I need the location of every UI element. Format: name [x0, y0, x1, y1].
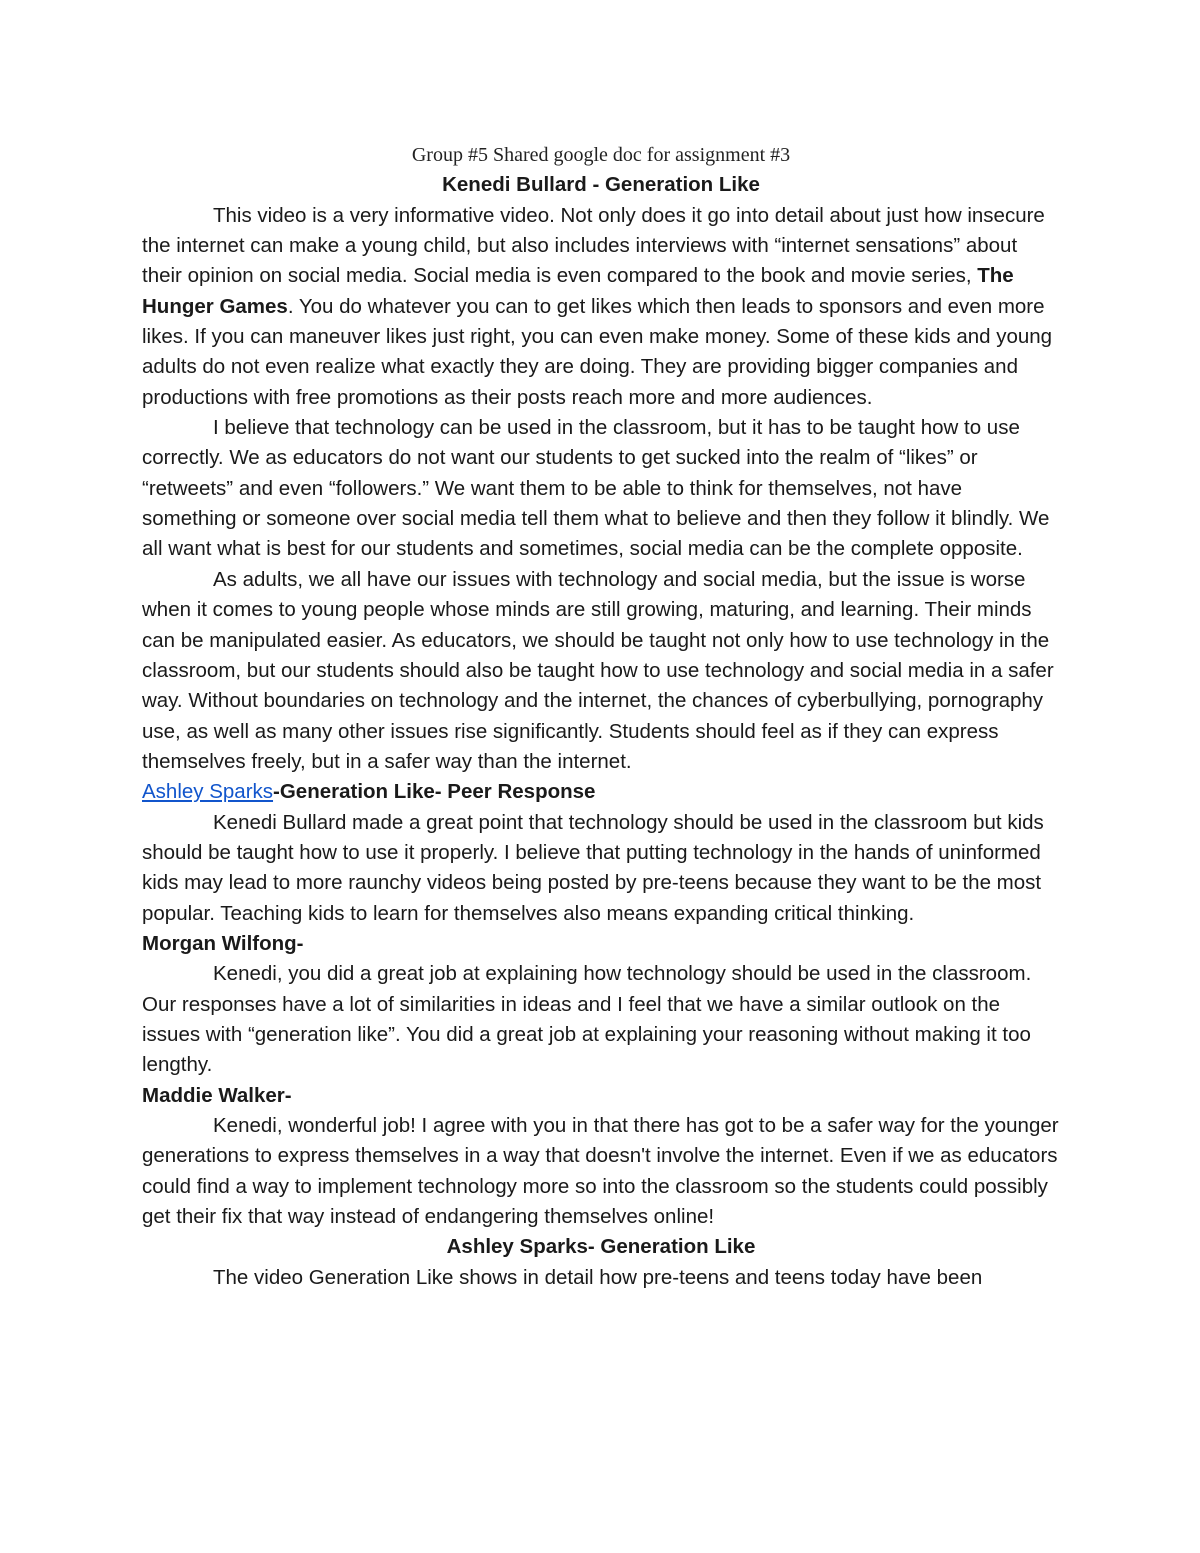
- kenedi-p1-text-a: This video is a very informative video. Not only does it go into detail about just how insecure the internet can make a young child, but also includes interviews with “internet sensations” about their opinion on social media. Social media is even compared to the book and movie series,: [142, 203, 1045, 288]
- book-title: The Hunger Games: [142, 264, 1014, 318]
- kenedi-paragraph-1: [142, 201, 1060, 413]
- document-title: Group #5 Shared google doc for assignment #3: [411, 144, 791, 166]
- kenedi-paragraph-2: I believe that technology can be used in the classroom, but it has to be taught how to use correctly. We as educators do not want our students to get sucked into the realm of “likes” or “retweets” and even “followers.” We want them to be able to think for themselves, not have something or someone over social media tell them what to believe and then they follow it blindly. We all want what is best for our students and sometimes, social media can be the complete opposite.: [142, 416, 1050, 561]
- section-heading-ashley-response: [142, 777, 1060, 807]
- section-heading-kenedi: Kenedi Bullard - Generation Like: [442, 173, 760, 197]
- ashley-response-paragraph: Kenedi Bullard made a great point that technology should be used in the classroom but kids should be taught how to use it properly. I believe that putting technology in the hands of uninformed kids may lead to more raunchy videos being posted by pre-teens because they want to be the most popular. Teaching kids to learn for themselves also means expanding critical thinking.: [142, 810, 1044, 925]
- maddie-paragraph: Kenedi, wonderful job! I agree with you in that there has got to be a safer way for the younger generations to express themselves in a way that doesn't involve the internet. Even if we as educators could find a way to implement technology more so into the classroom so the students could possibly get their fix that way instead of endangering themselves online!: [142, 1114, 1059, 1229]
- section-heading-morgan: Morgan Wilfong-: [142, 931, 304, 955]
- kenedi-p1-text-b: . You do whatever you can to get likes which then leads to sponsors and even more likes. If you can maneuver likes just right, you can even make money. Some of these kids and young adults do not even realize what exactly they are doing. They are providing bigger companies and productions with free promotions as their posts reach more and more audiences.: [142, 294, 1053, 409]
- section-heading-ashley: Ashley Sparks- Generation Like: [446, 1235, 756, 1259]
- ashley-paragraph: The video Generation Like shows in detail how pre-teens and teens today have been: [213, 1265, 983, 1289]
- morgan-paragraph: Kenedi, you did a great job at explaining how technology should be used in the classroom. Our responses have a lot of similarities in ideas and I feel that we have a similar outlook on the issues with “generation like”. You did a great job at explaining your reasoning without making it too lengthy.: [142, 962, 1032, 1077]
- ashley-sparks-link[interactable]: Ashley Sparks: [142, 780, 274, 804]
- document-page: [142, 140, 1060, 1293]
- kenedi-paragraph-3: As adults, we all have our issues with technology and social media, but the issue is worse when it comes to young people whose minds are still growing, maturing, and learning. Their minds can be manipulated easier. As educators, we should be taught not only how to use technology in the classroom, but our students should also be taught how to use technology and social media in a safer way. Without boundaries on technology and the internet, the chances of cyberbullying, pornography use, as well as many other issues rise significantly. Students should feel as if they can express themselves freely, but in a safer way than the internet.: [142, 567, 1054, 773]
- ashley-response-heading-rest: -Generation Like- Peer Response: [273, 780, 596, 804]
- section-heading-maddie: Maddie Walker-: [142, 1083, 292, 1107]
